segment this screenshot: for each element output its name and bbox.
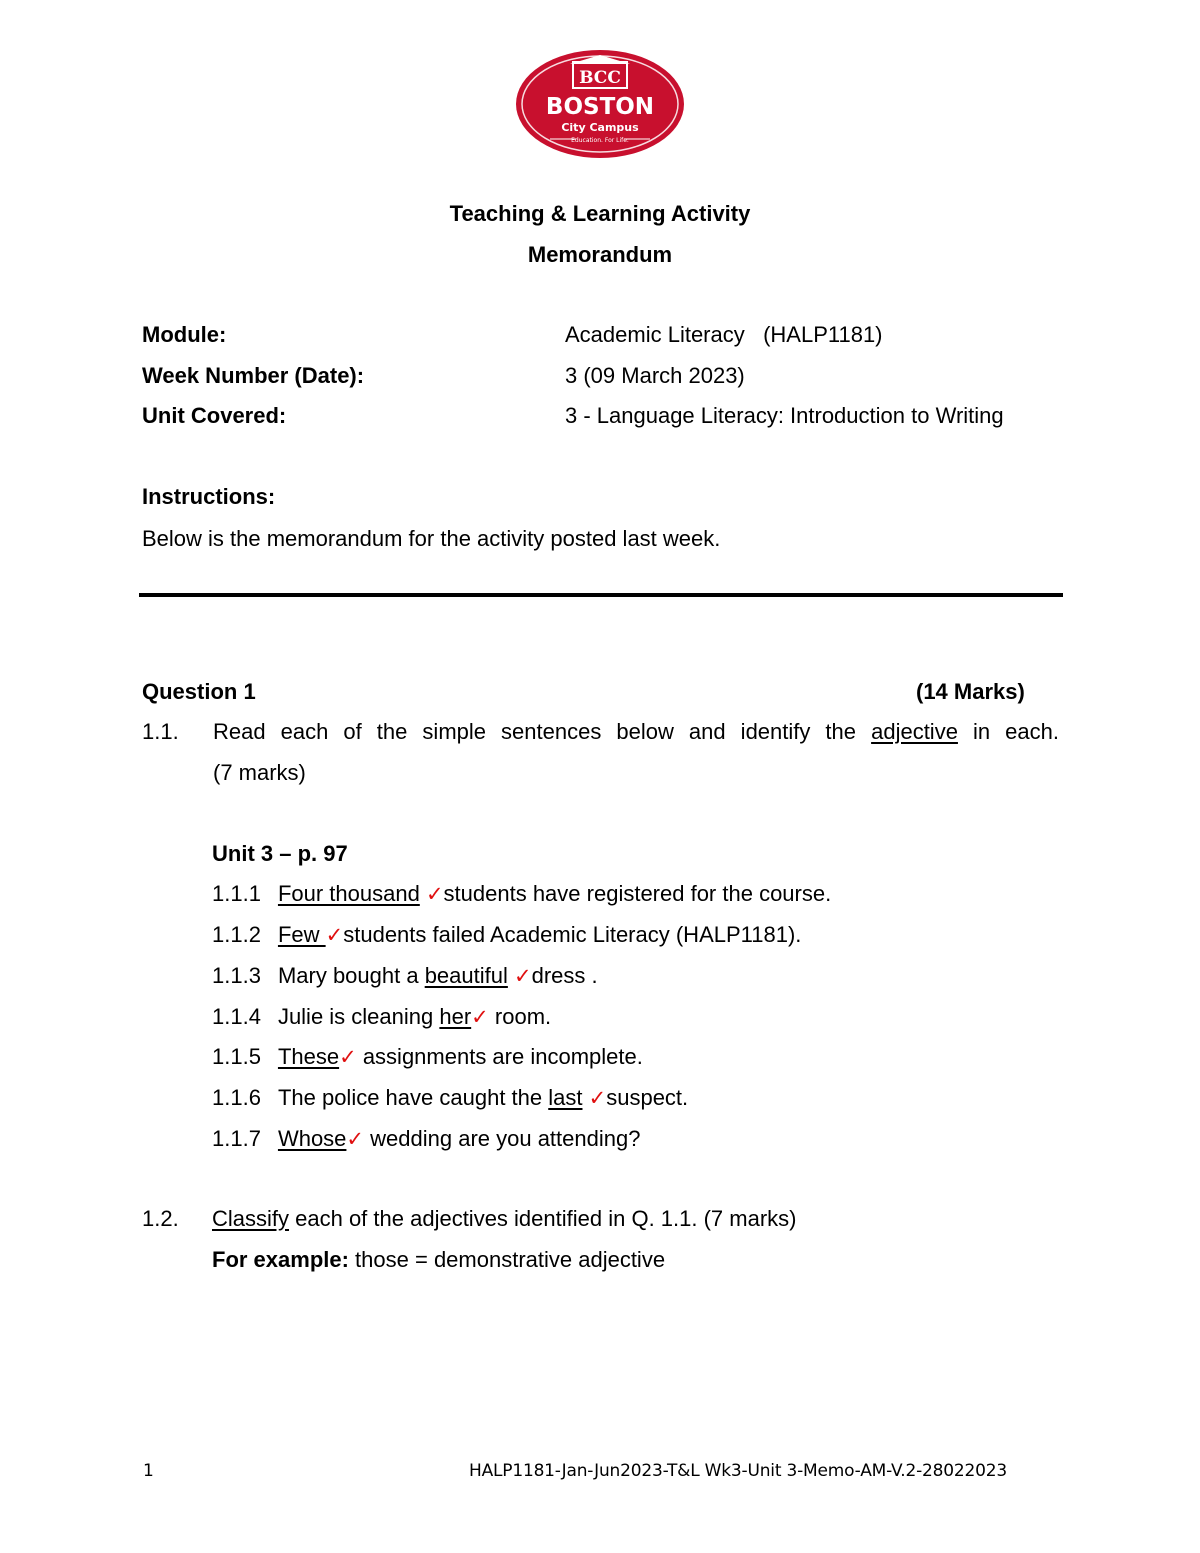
checkmark-icon: ✓	[514, 965, 532, 988]
checkmark-icon: ✓	[588, 1087, 607, 1110]
checkmark-icon: ✓	[471, 1006, 489, 1029]
item-number: 1.1.7	[212, 1126, 261, 1151]
item-text-before: Julie is cleaning	[277, 1004, 440, 1029]
item-answer: her	[439, 1004, 472, 1029]
q12-instruction: each of the adjectives identified in Q. 1.1. (7 marks)	[289, 1206, 797, 1231]
q11-text	[213, 718, 1059, 746]
item-text-after: assignments are incomplete.	[356, 1044, 643, 1069]
item-text-before: The police have caught the	[277, 1085, 549, 1110]
q12-keyword: Classify	[212, 1206, 290, 1231]
instructions-label: Instructions:	[142, 484, 276, 509]
answer-item	[212, 1084, 688, 1113]
module-label: Module:	[142, 322, 227, 347]
answer-item	[212, 1125, 640, 1154]
item-number: 1.1.5	[212, 1044, 261, 1069]
unit-reference: Unit 3 – p. 97	[212, 841, 348, 866]
logo-monogram: BCC	[579, 68, 621, 88]
item-answer: Few	[277, 922, 326, 947]
answer-item	[212, 1003, 551, 1032]
answer-item	[212, 880, 831, 909]
answer-item	[212, 962, 598, 991]
document-subtitle: Memorandum	[527, 242, 673, 267]
page-number: 1	[143, 1461, 154, 1481]
item-text-after: dress .	[531, 963, 598, 988]
answer-item	[212, 921, 801, 950]
document-code: HALP1181-Jan-Jun2023-T&L Wk3-Unit 3-Memo-AM-V.2-28022023	[469, 1461, 1007, 1481]
checkmark-icon: ✓	[346, 1128, 365, 1151]
item-answer: beautiful	[424, 963, 508, 988]
item-number: 1.1.1	[212, 881, 261, 906]
q12-text	[212, 1205, 797, 1233]
answer-item	[212, 1043, 643, 1072]
unit-label: Unit Covered:	[142, 403, 287, 428]
item-answer: Four thousand	[277, 881, 420, 906]
q12-example	[212, 1246, 665, 1274]
item-answer: last	[548, 1085, 583, 1110]
checkmark-icon: ✓	[339, 1046, 357, 1069]
item-text-after: wedding are you attending?	[364, 1126, 641, 1151]
unit-value: 3 - Language Literacy: Introduction to Writing	[565, 403, 1004, 428]
document-title: Teaching & Learning Activity	[449, 201, 751, 226]
item-number: 1.1.2	[212, 922, 261, 947]
logo-name: BOSTON	[545, 94, 655, 120]
item-answer: These	[277, 1044, 340, 1069]
item-text-after: room.	[488, 1004, 552, 1029]
week-label: Week Number (Date):	[142, 363, 365, 388]
checkmark-icon: ✓	[325, 924, 344, 947]
q11-marks: (7 marks)	[213, 760, 306, 785]
item-text-before: Mary bought a	[277, 963, 425, 988]
item-number: 1.1.3	[212, 963, 261, 988]
question-title: Question 1	[142, 679, 256, 704]
item-number: 1.1.6	[212, 1085, 261, 1110]
item-text-after: students failed Academic Literacy (HALP1181).	[343, 922, 802, 947]
instructions-text: Below is the memorandum for the activity posted last week.	[142, 526, 721, 551]
checkmark-icon: ✓	[425, 883, 444, 906]
item-number: 1.1.4	[212, 1004, 261, 1029]
section-divider	[139, 593, 1063, 597]
item-answer: Whose	[277, 1126, 347, 1151]
week-value: 3 (09 March 2023)	[565, 363, 745, 388]
example-text: those = demonstrative adjective	[348, 1247, 666, 1272]
q11-text-after: in each.	[973, 719, 1059, 744]
q11-text-before: Read each of the simple sentences below and identify the	[213, 719, 857, 744]
q12-number: 1.2.	[142, 1206, 179, 1231]
item-text-after: students have registered for the course.	[443, 881, 832, 906]
module-value: Academic Literacy (HALP1181)	[565, 322, 883, 347]
q11-keyword: adjective	[871, 719, 958, 744]
item-text-after: suspect.	[606, 1085, 689, 1110]
question-marks: (14 Marks)	[916, 679, 1025, 704]
logo-tagline: Education. For Life.	[571, 137, 629, 144]
logo-sub: City Campus	[561, 121, 639, 134]
example-label: For example:	[212, 1247, 349, 1272]
boston-city-campus-logo	[514, 48, 686, 160]
logo-emblem-icon	[514, 48, 686, 160]
q11-number: 1.1.	[142, 719, 179, 744]
